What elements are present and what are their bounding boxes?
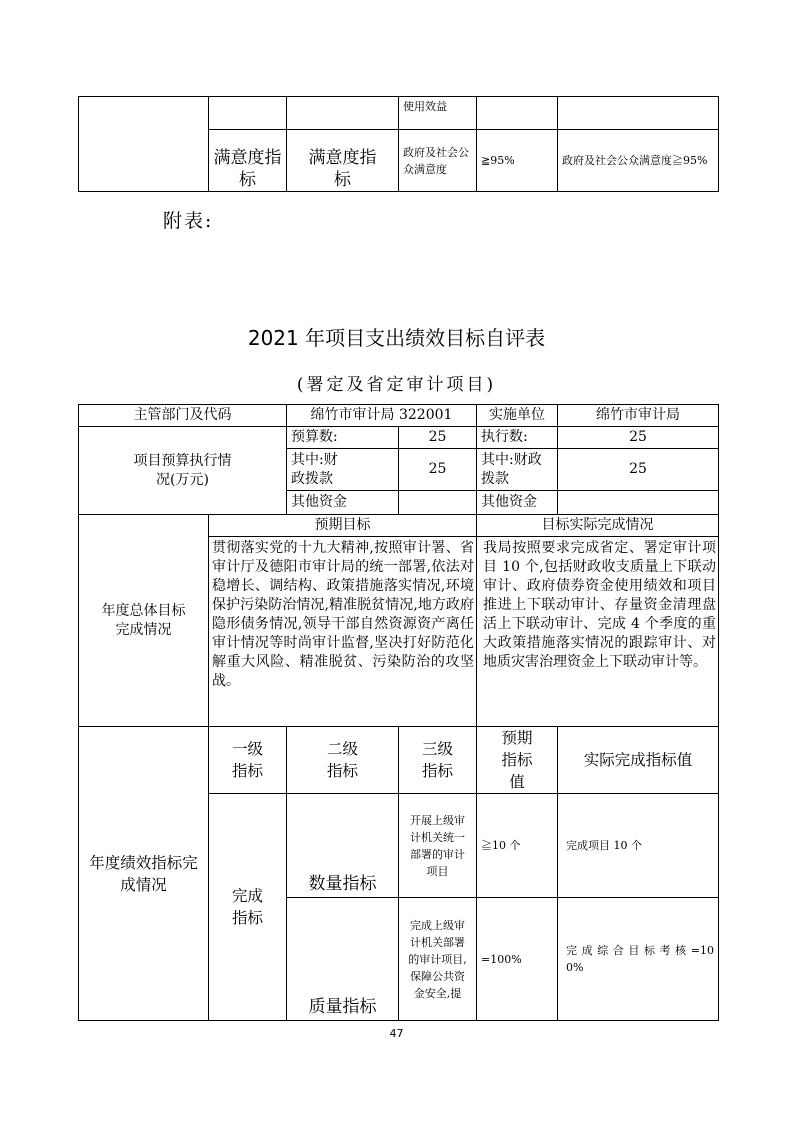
blank-cell bbox=[287, 97, 399, 130]
quantity-indicator-label: 数量指标 bbox=[287, 794, 399, 898]
actual-goal-header: 目标实际完成情况 bbox=[477, 515, 719, 537]
perf-section-label: 年度绩效指标完成情况 bbox=[79, 727, 209, 1021]
quality-expected: =100% bbox=[477, 898, 558, 1021]
blank-cell bbox=[558, 97, 719, 130]
col-primary-header: 一级指标 bbox=[209, 727, 287, 794]
quality-actual: 完 成 综 合 目 标 考 核 =100% bbox=[558, 898, 719, 1021]
impl-unit-label: 实施单位 bbox=[477, 405, 558, 427]
page-title: 2021 年项目支出绩效目标自评表 bbox=[247, 326, 546, 350]
exec-value: 25 bbox=[558, 427, 719, 449]
col-expected-header: 预期指标值 bbox=[477, 727, 558, 794]
completion-indicator-label: 完成指标 bbox=[209, 794, 287, 1021]
dept-label: 主管部门及代码 bbox=[79, 405, 287, 427]
quality-indicator-label: 质量指标 bbox=[287, 898, 399, 1021]
blank-cell bbox=[79, 97, 209, 192]
actual-goal-text: 我局按照要求完成省定、署定审计项目 10 个,包括财政收支质量上下联动审计、政府债券资金使用绩效和项目推进上下联动审计、存量资金清理盘活上下联动审计、完成 4 个季度的重大政策措施落实情况的跟踪审计、对地质灾害治理资金上下联动审计等。 bbox=[477, 537, 719, 727]
quantity-expected: ≧10 个 bbox=[477, 794, 558, 898]
other-funds-value bbox=[558, 491, 719, 515]
expected-goal-header: 预期目标 bbox=[209, 515, 477, 537]
fiscal-label: 其中:财政拨款 bbox=[477, 449, 558, 491]
quantity-tertiary: 开展上级审计机关统一部署的审计项目 bbox=[399, 794, 477, 898]
dept-value: 绵竹市审计局 322001 bbox=[287, 405, 477, 427]
col-tertiary-header: 三级指标 bbox=[399, 727, 477, 794]
fiscal-value: 25 bbox=[558, 449, 719, 491]
impl-unit-value: 绵竹市审计局 bbox=[558, 405, 719, 427]
exec-label: 执行数: bbox=[477, 427, 558, 449]
primary-indicator-cell: 满意度指标 bbox=[209, 130, 287, 192]
actual-value-cell: 政府及社会公众满意度≧95% bbox=[558, 130, 719, 192]
fiscal-value: 25 bbox=[399, 449, 477, 491]
goal-section-label: 年度总体目标完成情况 bbox=[79, 515, 209, 727]
page-subtitle: (署定及省定审计项目) bbox=[296, 375, 497, 395]
tertiary-indicator-cell: 使用效益 bbox=[399, 97, 477, 130]
quality-tertiary: 完成上级审计机关部署的审计项目,保障公共资金安全,提 bbox=[399, 898, 477, 1021]
secondary-indicator-cell: 满意度指标 bbox=[287, 130, 399, 192]
other-funds-label: 其他资金 bbox=[287, 491, 399, 515]
tertiary-indicator-cell: 政府及社会公众满意度 bbox=[399, 130, 477, 192]
col-actual-header: 实际完成指标值 bbox=[558, 727, 719, 794]
page-number: 47 bbox=[389, 1027, 404, 1040]
col-secondary-header: 二级指标 bbox=[287, 727, 399, 794]
other-funds-value bbox=[399, 491, 477, 515]
previous-table-continuation bbox=[78, 96, 719, 192]
budget-label: 预算数: bbox=[287, 427, 399, 449]
expected-goal-text: 贯彻落实党的十九大精神,按照审计署、省审计厅及德阳市审计局的统一部署,依法对稳增长、调结构、政策措施落实情况,环境保护污染防治情况,精准脱贫情况,地方政府隐形债务情况,领导干部自然资源资产离任审计情况等时尚审计监督,坚决打好防范化解重大风险、精准脱贫、污染防治的攻坚战。 bbox=[209, 537, 477, 727]
expected-value-cell: ≧95% bbox=[477, 130, 558, 192]
fiscal-label: 其中:财政拨款 bbox=[287, 449, 399, 491]
blank-cell bbox=[209, 97, 287, 130]
appendix-label: 附表: bbox=[163, 210, 214, 232]
budget-value: 25 bbox=[399, 427, 477, 449]
blank-cell bbox=[477, 97, 558, 130]
budget-section-label: 项目预算执行情况(万元) bbox=[79, 427, 287, 515]
self-evaluation-table bbox=[78, 404, 719, 1021]
other-funds-label: 其他资金 bbox=[477, 491, 558, 515]
quantity-actual: 完成项目 10 个 bbox=[558, 794, 719, 898]
